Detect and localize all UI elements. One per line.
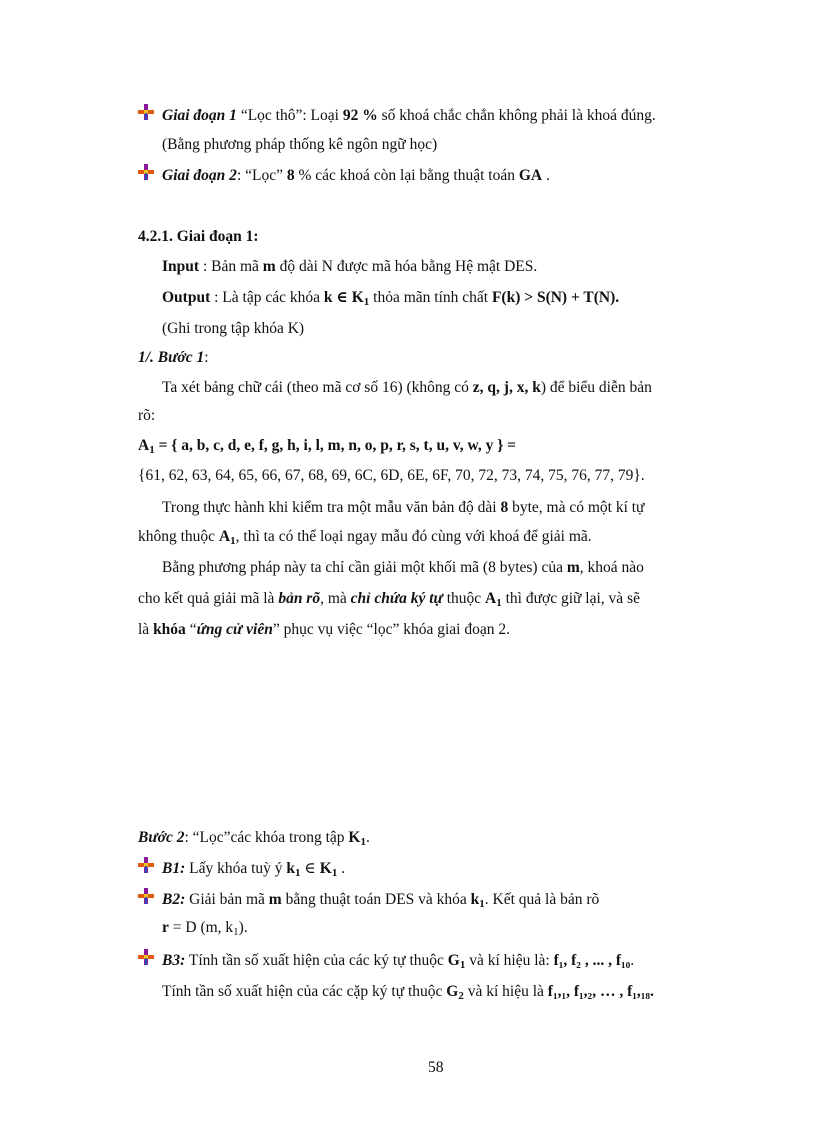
para1-line1: Ta xét bảng chữ cái (theo mã cơ số 16) (không có z, q, j, x, k) để biểu diễn bản — [162, 379, 652, 396]
b3-line1: B3: Tính tần số xuất hiện của các ký tự thuộc $G_1$ và kí hiệu là: f₁, f₂ , ... , f₁₀. — [162, 952, 635, 971]
b3-line2: Tính tần số xuất hiện của các cặp ký tự thuộc $G_2$ và kí hiệu là f₁,₁, f₁,₂, … , f₁,₁₈. — [162, 983, 654, 1002]
b2-line1: B2: Giải bản mã m bằng thuật toán DES và khóa $k_1$. Kết quả là bản rõ — [162, 891, 600, 910]
b2-line2: r = D (m, $k_1$). — [162, 919, 248, 938]
step1-title: 1/. Bước 1: — [138, 349, 209, 366]
a1-set-line: $A_1$ = { a, b, c, d, e, f, g, h, i, l, m, n, o, p, r, s, t, u, v, w, y } = — [138, 437, 517, 456]
stage-1-note: (Bằng phương pháp thống kê ngôn ngữ học) — [162, 136, 438, 153]
para3-line1: Bằng phương pháp này ta chỉ cần giải một khối mã (8 bytes) của m, khoá nào — [162, 559, 644, 576]
colored-cross-bullet-icon — [138, 888, 154, 904]
colored-cross-bullet-icon — [138, 104, 154, 120]
step2-title: Bước 2: “Lọc”các khóa trong tập $K_1$. — [138, 829, 370, 848]
stage-1-line: Giai đoạn 1 “Lọc thô”: Loại 92 % số khoá chắc chắn không phải là khoá đúng. — [162, 107, 656, 124]
section-heading: 4.2.1. Giai đoạn 1: — [138, 228, 259, 245]
colored-cross-bullet-icon — [138, 164, 154, 180]
colored-cross-bullet-icon — [138, 857, 154, 873]
page-number: 58 — [428, 1059, 444, 1076]
b1-line: B1: Lấy khóa tuỳ ý $k_1$ ∈ $K_1$ . — [162, 860, 346, 879]
para3-line3: là khóa “ứng cử viên” phục vụ việc “lọc” khóa giai đoạn 2. — [138, 621, 510, 638]
colored-cross-bullet-icon — [138, 949, 154, 965]
para3-line2: cho kết quả giải mã là bản rõ, mà chỉ chứa ký tự thuộc $A_1$ thì được giữ lại, và sẽ — [138, 590, 640, 609]
para1-line2: rõ: — [138, 407, 156, 424]
output-line: Output : Là tập các khóa k ∈ $K_1$ thỏa mãn tính chất F(k) > S(N) + T(N). — [162, 289, 620, 308]
note-line: (Ghi trong tập khóa K) — [162, 320, 305, 337]
input-line: Input : Bản mã m độ dài N được mã hóa bằng Hệ mật DES. — [162, 258, 538, 275]
stage-2-line: Giai đoạn 2: “Lọc” 8 % các khoá còn lại bằng thuật toán GA . — [162, 167, 550, 184]
para2-line1: Trong thực hành khi kiểm tra một mẫu văn bản độ dài 8 byte, mà có một kí tự — [162, 499, 645, 516]
para2-line2: không thuộc $A_1$, thì ta có thể loại ngay mẫu đó cùng với khoá để giải mã. — [138, 528, 592, 547]
a1-hex-line: {61, 62, 63, 64, 65, 66, 67, 68, 69, 6C, 6D, 6E, 6F, 70, 72, 73, 74, 75, 76, 77, 79}. — [138, 467, 645, 484]
